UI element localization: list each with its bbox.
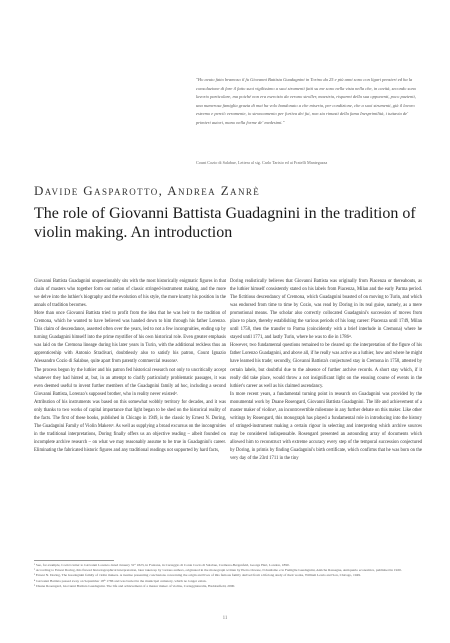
footnotes — [34, 563, 419, 589]
body-paragraph: More than once Giovanni Battista tried to profit from the idea that he was heir to the tradition of Cremona, which he wanted to have believed was handed down to him through his father Lorenzo. This claim of descendance, asserted often over the years, led to not a few incongruities, ending up by turning Guadagnini himself into the prime mystifier of his own historical role. Even greater emphasis was laid on the Cremona lineage during his later years in Turin, with the additional reckless thus an apprenticeship with Antonio Stradivari, doubtlessly also to satisfy his patron, Count Ignazio Alessandro Cozio di Salabue, quite apart from patently commercial reasons¹. — [34, 311, 226, 365]
body-column-right — [230, 278, 422, 463]
body-paragraph: Doring realistically believes that Giovanni Battista was originally from Piacenza or thereabouts, as the luthier himself consistently stated on his labels from Piacenza, Milan and the early Parma period. The fictitious descendancy of Cremona, which Guadagnini boasted of on moving to Turin, and which was endorsed from time to time by Cozio, was read by Doring in its real guise, namely, as a mere promotional means. The scholar also correctly collocated Guadagnini's succession of moves from place to place, thereby establishing the various periods of his long career: Piacenza until 1749, Milan until 1758, then the transfer to Parma (coincidently with a brief interlude in Cremona) where he stayed until 1771, and lastly Turin, where he was to die in 1786⁴. — [230, 279, 422, 341]
footnote: ² According to Ernest Doring, this flawed historiographical interpretation, later taken up by various authors, originated in the monograph written by Pietro Orsone, Il dualismo e le Famiglie Guadagnini, Antiche Rassegne, Antiquario economica, published in 1920. — [34, 568, 402, 573]
body-column-left — [34, 278, 226, 455]
footnote: ⁴ Giovanni Battista passed away on September 18ᵗʰ 1786 and was buried in the municipal cemetery, which no longer exists. — [34, 578, 207, 583]
footnote: ⁵ Duane Rosengard, Giovanni Battista Guadagnini. The life and achievement of a master maker of violins, Carteggiaturalia, Haddonfield, 2000. — [34, 583, 236, 588]
article-authors: Davide Gasparotto, Andrea Zanrè — [34, 183, 261, 198]
epigraph-source: Count Cozio di Salabue, Lettera al sig. Carlo Tarisio ed ai Fratelli Mantegazza — [196, 160, 328, 165]
body-paragraph: Attribution of his instruments was based on this somewhat wobbly territory for decades, and it was only thanks to two works of capital importance that light began to be shed on the historical reality of the facts. The first of these books, published in Chicago in 1949, is the classic by Ernest N. Doring, The Guadagnini Family of Violin Makers³. As well as supplying a broad excursus on the incongruities in the traditional interpretations, Doring finally offers us an objective reading – albeit founded on incomplete archive research – on what we may reasonably assume to be true in Guadagnini's career. Eliminating the fabricated historic figures and any traditional readings not supported by hard facts, — [34, 399, 226, 453]
footnote: ¹ See, for example, Cozio's letter to Giovanni Lorenzo dated January 31ˢᵗ 1823, in Fontana, in Carteggio di Conte Cozio di Salabue, Cremona-Bergenfeld, George Hart, London, 1890. — [34, 563, 290, 567]
footnote-divider — [34, 560, 114, 561]
epigraph-quote: "Ho avuto fatto bramoso il fu Giovanni Battista Guadagnini in Torino da 25 e più anni sono con ligari pensieri ed ha la consolazione di fare il fatto suoi vigilissimo a suoi strumenti fatti su me sono nella vista nella che, in cavità, secondo sono lavorio particolare, ma poiché non era esercizio da veruno stroller, maestria, risparmi della sua opponenti, poco pazienti, una numerosa famiglia grazia di mai ha volo bandonato a che miseria, per condizione, che a suoi strumenti, già il lavoro estremo e perciò veramente, io stroncamento per fortiva dei fui, non sia rimasti della fama Inesprimilità, i tuttavia de' primieri autori, mano nella forme de' medesimi." — [196, 77, 416, 125]
footnote: ³ Ernest N. Doring, The Guadagnini family of violin makers. A treatise presenting conclusions concerning the origin and lives of this famous family derived from a lifelong study of their works, William Lewis and Son, Chicago, 1949. — [34, 573, 361, 578]
page-number: 11 — [222, 616, 228, 621]
article-title: The role of Giovanni Battista Guadagnini in the tradition of violin making. An introduction — [34, 205, 416, 241]
body-paragraph: Giovanni Battista Guadagnini unquestionably sits with the most historically enigmatic figures in that chain of masters who together form our notion of classic stringed-instrument making, and the more we delve into the luthier's biography and the evolution of his style, the more knotty his position in the annals of tradition becomes. — [34, 279, 226, 309]
body-paragraph: The process begun by the luthier and his patron fed historical research not only to uncritically accept whatever they had hinted at, but, in an attempt to clarify particularly problematic passages, it was even deemed useful to invent further members of the Guadagnini family ad hoc, including a second Giovanni Battista, Lorenzo's supposed brother, who in reality never existed². — [34, 367, 226, 397]
body-paragraph: However, two fundamental questions remained to be cleared up: the interpretation of the figure of his father Lorenzo Guadagnini, and above all, if he really was active as a luthier, how and where he might have learned his trade; secondly, Giovanni Battista's conjectured stay in Cremona in 1758, attested by certain labels, but doubtful due to the absence of further archive records. A short stay which, if it really did take place, would throw a not insignificant light on the ensuing course of events in the luthier's career as well as his claimed ascendancy. — [230, 343, 422, 389]
body-paragraph: In more recent years, a fundamental turning point in research on Guadagnini was provided by the monumental work by Duane Rosengard, Giovanni Battista Guadagnini. The life and achievement of a master maker of violins⁵, an incontrovertible milestone in any further debate on this maker. Like other writings by Rosengard, this monograph has played a fundamental role in introducing into the history of stringed-instrument making a certain rigour in selecting and interpreting which archive sources may be considered indispensable. Rosengard presented an astounding array of documents which allowed him to reconstruct with extreme accuracy every step of the temporal succession conjectured by Doring, in primis by finding Guadagnini's birth certificate, which confirms that he was born on the very day of the 23rd 1711 in the tiny — [230, 391, 422, 462]
